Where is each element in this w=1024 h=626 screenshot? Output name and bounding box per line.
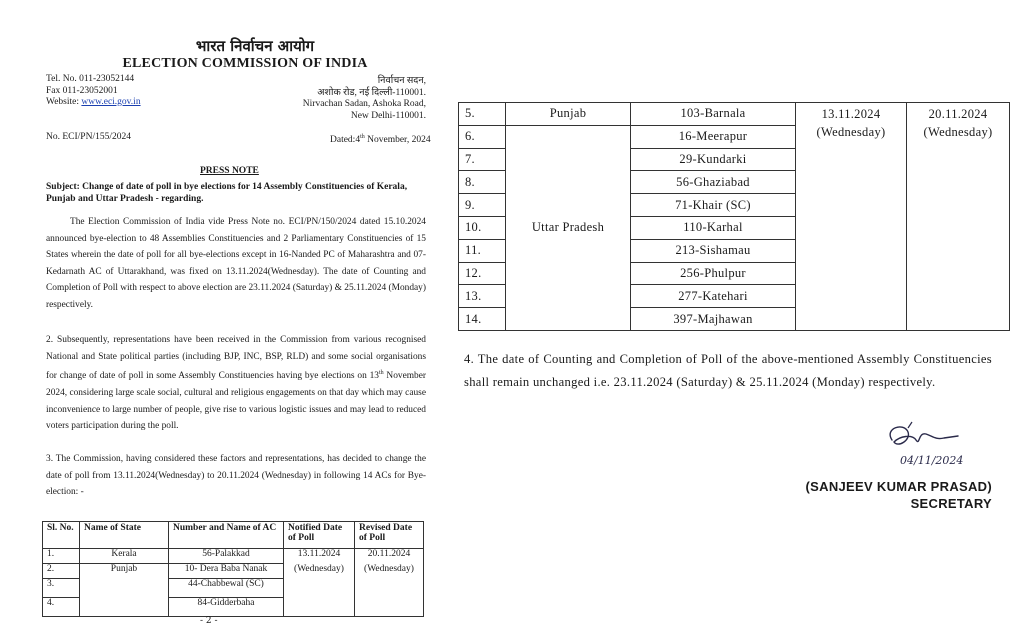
website-link[interactable]: www.eci.gov.in: [81, 97, 141, 107]
address-block: [303, 76, 426, 122]
header-notified-date: Notified Date of Poll: [284, 522, 355, 549]
notified-day: (Wednesday): [294, 564, 344, 574]
paragraph-2-a: 2. Subsequently, representations have been received in the Commission from various recognised National and State political parties (including BJP, INC, BSP, RLD) and some social organisations for change of date of poll in some Assembly Constituencies having bye elections on 13: [46, 335, 426, 382]
paragraph-1-text: The Election Commission of India vide Press Note no. ECI/PN/150/2024 dated 15.10.2024 announced bye-election to 48 Assemblies Constituencies and 2 Parliamentary Constituencies of 15 States wherein the date of poll for all bye-elections except in 16-Nanded PC of Maharashtra and 07-Kedarnath AC of Uttarakhand, was fixed on 13.11.2024(Wednesday). The date of Counting and Completion of Poll with respect to above election are 23.11.2024 (Saturday) & 25.11.2024 (Monday) respectively.: [46, 217, 426, 310]
hindi-title: भारत निर्वाचन आयोग: [195, 37, 315, 55]
ac-name: 56-Ghaziabad: [631, 171, 796, 194]
sl-no: 6.: [459, 125, 506, 148]
address-line-1: Nirvachan Sadan, Ashoka Road,: [302, 99, 426, 109]
ac-name: 56-Palakkad: [169, 549, 284, 564]
state-name: Kerala: [80, 549, 169, 564]
page-number: - 2 -: [200, 616, 218, 626]
address-hindi-line-2: अशोक रोड, नई दिल्ली-110001.: [317, 87, 426, 98]
signature-date: 04/11/2024: [900, 454, 964, 467]
paragraph-2-b: November 2024, considering large scale social, cultural and religious engagements on that day which may cause inconvenience to large number of people, give rise to various logistic issues and may lead to reduced voters participation during the poll.: [46, 371, 426, 432]
paragraph-2: [46, 332, 426, 435]
table-header-row: [43, 522, 424, 549]
website-line: [46, 97, 141, 109]
revised-date-cell: [355, 549, 424, 617]
revised-date: 20.11.2024: [928, 107, 988, 121]
header-state: Name of State: [80, 522, 169, 549]
sl-no: 8.: [459, 171, 506, 194]
header-revised-date: Revised Date of Poll: [355, 522, 424, 549]
page-title: ELECTION COMMISSION OF INDIA: [122, 56, 368, 71]
header-ac: Number and Name of AC: [169, 522, 284, 549]
ac-name: 44-Chabbewal (SC): [169, 579, 284, 598]
sl-no: 7.: [459, 148, 506, 171]
bye-election-table-part-2: [458, 102, 1010, 331]
contact-block: [46, 74, 141, 109]
paragraph-2-sup: th: [378, 370, 384, 377]
sl-no: 10.: [459, 216, 506, 239]
ac-name: 71-Khair (SC): [631, 194, 796, 217]
signature-image: [878, 418, 998, 470]
ac-name: 397-Majhawan: [631, 308, 796, 331]
ac-name: 256-Phulpur: [631, 262, 796, 285]
sl-no: 2.: [43, 564, 80, 579]
paragraph-1: [46, 214, 426, 314]
address-hindi-line-1: निर्वाचन सदन,: [377, 76, 426, 86]
sl-no: 12.: [459, 262, 506, 285]
address-line-2: New Delhi-110001.: [350, 110, 426, 121]
sl-no: 4.: [43, 598, 80, 617]
press-note-heading: PRESS NOTE: [200, 166, 259, 176]
subject-line: Subject: Change of date of poll in bye elections for 14 Assembly Constituencies of Kerala, Punjab and Uttar Pradesh - regarding.: [46, 182, 408, 204]
sl-no: 9.: [459, 194, 506, 217]
notified-date: 13.11.2024: [821, 107, 881, 121]
fax-number: Fax 011-23052001: [46, 85, 118, 96]
ac-name: 84-Gidderbaha: [169, 598, 284, 617]
paragraph-3: [46, 451, 426, 501]
notified-date: 13.11.2024: [297, 549, 341, 559]
sl-no: 11.: [459, 239, 506, 262]
signatory-name: (SANJEEV KUMAR PRASAD): [805, 479, 992, 494]
sl-no: 13.: [459, 285, 506, 308]
sl-no: 5.: [459, 103, 506, 126]
ac-name: 213-Sishamau: [631, 239, 796, 262]
notified-date-cell: [284, 549, 355, 617]
state-name: Uttar Pradesh: [506, 125, 631, 330]
ac-name: 10- Dera Baba Nanak: [169, 564, 284, 579]
header-sl-no: Sl. No.: [43, 522, 80, 549]
sl-no: 1.: [43, 549, 80, 564]
notified-date-cell: [796, 103, 907, 331]
date-line: [330, 132, 431, 147]
reference-number: No. ECI/PN/155/2024: [46, 132, 131, 142]
ac-name: 16-Meerapur: [631, 125, 796, 148]
revised-day: (Wednesday): [364, 564, 414, 574]
revised-date: 20.11.2024: [367, 549, 411, 559]
table-row: [459, 103, 1010, 126]
signatory-designation: SECRETARY: [910, 496, 992, 511]
dated-sup: th: [360, 134, 365, 140]
sl-no: 3.: [43, 579, 80, 598]
table-row: [43, 549, 424, 564]
signatory-block: [806, 478, 992, 512]
state-name: Punjab: [506, 103, 631, 126]
ac-name: 277-Katehari: [631, 285, 796, 308]
dated-prefix: Dated:4: [330, 135, 361, 146]
tel-number: Tel. No. 011-23052144: [46, 74, 135, 84]
website-label: Website:: [46, 97, 82, 107]
state-name: Punjab: [80, 564, 169, 617]
revised-day: (Wednesday): [923, 125, 993, 139]
ac-name: 110-Karhal: [631, 216, 796, 239]
paragraph-4: 4. The date of Counting and Completion of Poll of the above-mentioned Assembly Constituencies shall remain unchanged i.e. 23.11.2024 (Saturday) & 25.11.2024 (Monday) respectively.: [464, 352, 992, 389]
ac-name: 103-Barnala: [631, 103, 796, 126]
dated-suffix: November, 2024: [364, 135, 431, 146]
paragraph-3-text: 3. The Commission, having considered these factors and representations, has decided to change the date of poll from 13.11.2024(Wednesday) to 20.11.2024 (Wednesday) in following 14 ACs for Bye-election: -: [46, 454, 426, 498]
sl-no: 14.: [459, 308, 506, 331]
ac-name: 29-Kundarki: [631, 148, 796, 171]
bye-election-table-part-1: [42, 521, 424, 617]
revised-date-cell: [907, 103, 1010, 331]
notified-day: (Wednesday): [816, 125, 886, 139]
